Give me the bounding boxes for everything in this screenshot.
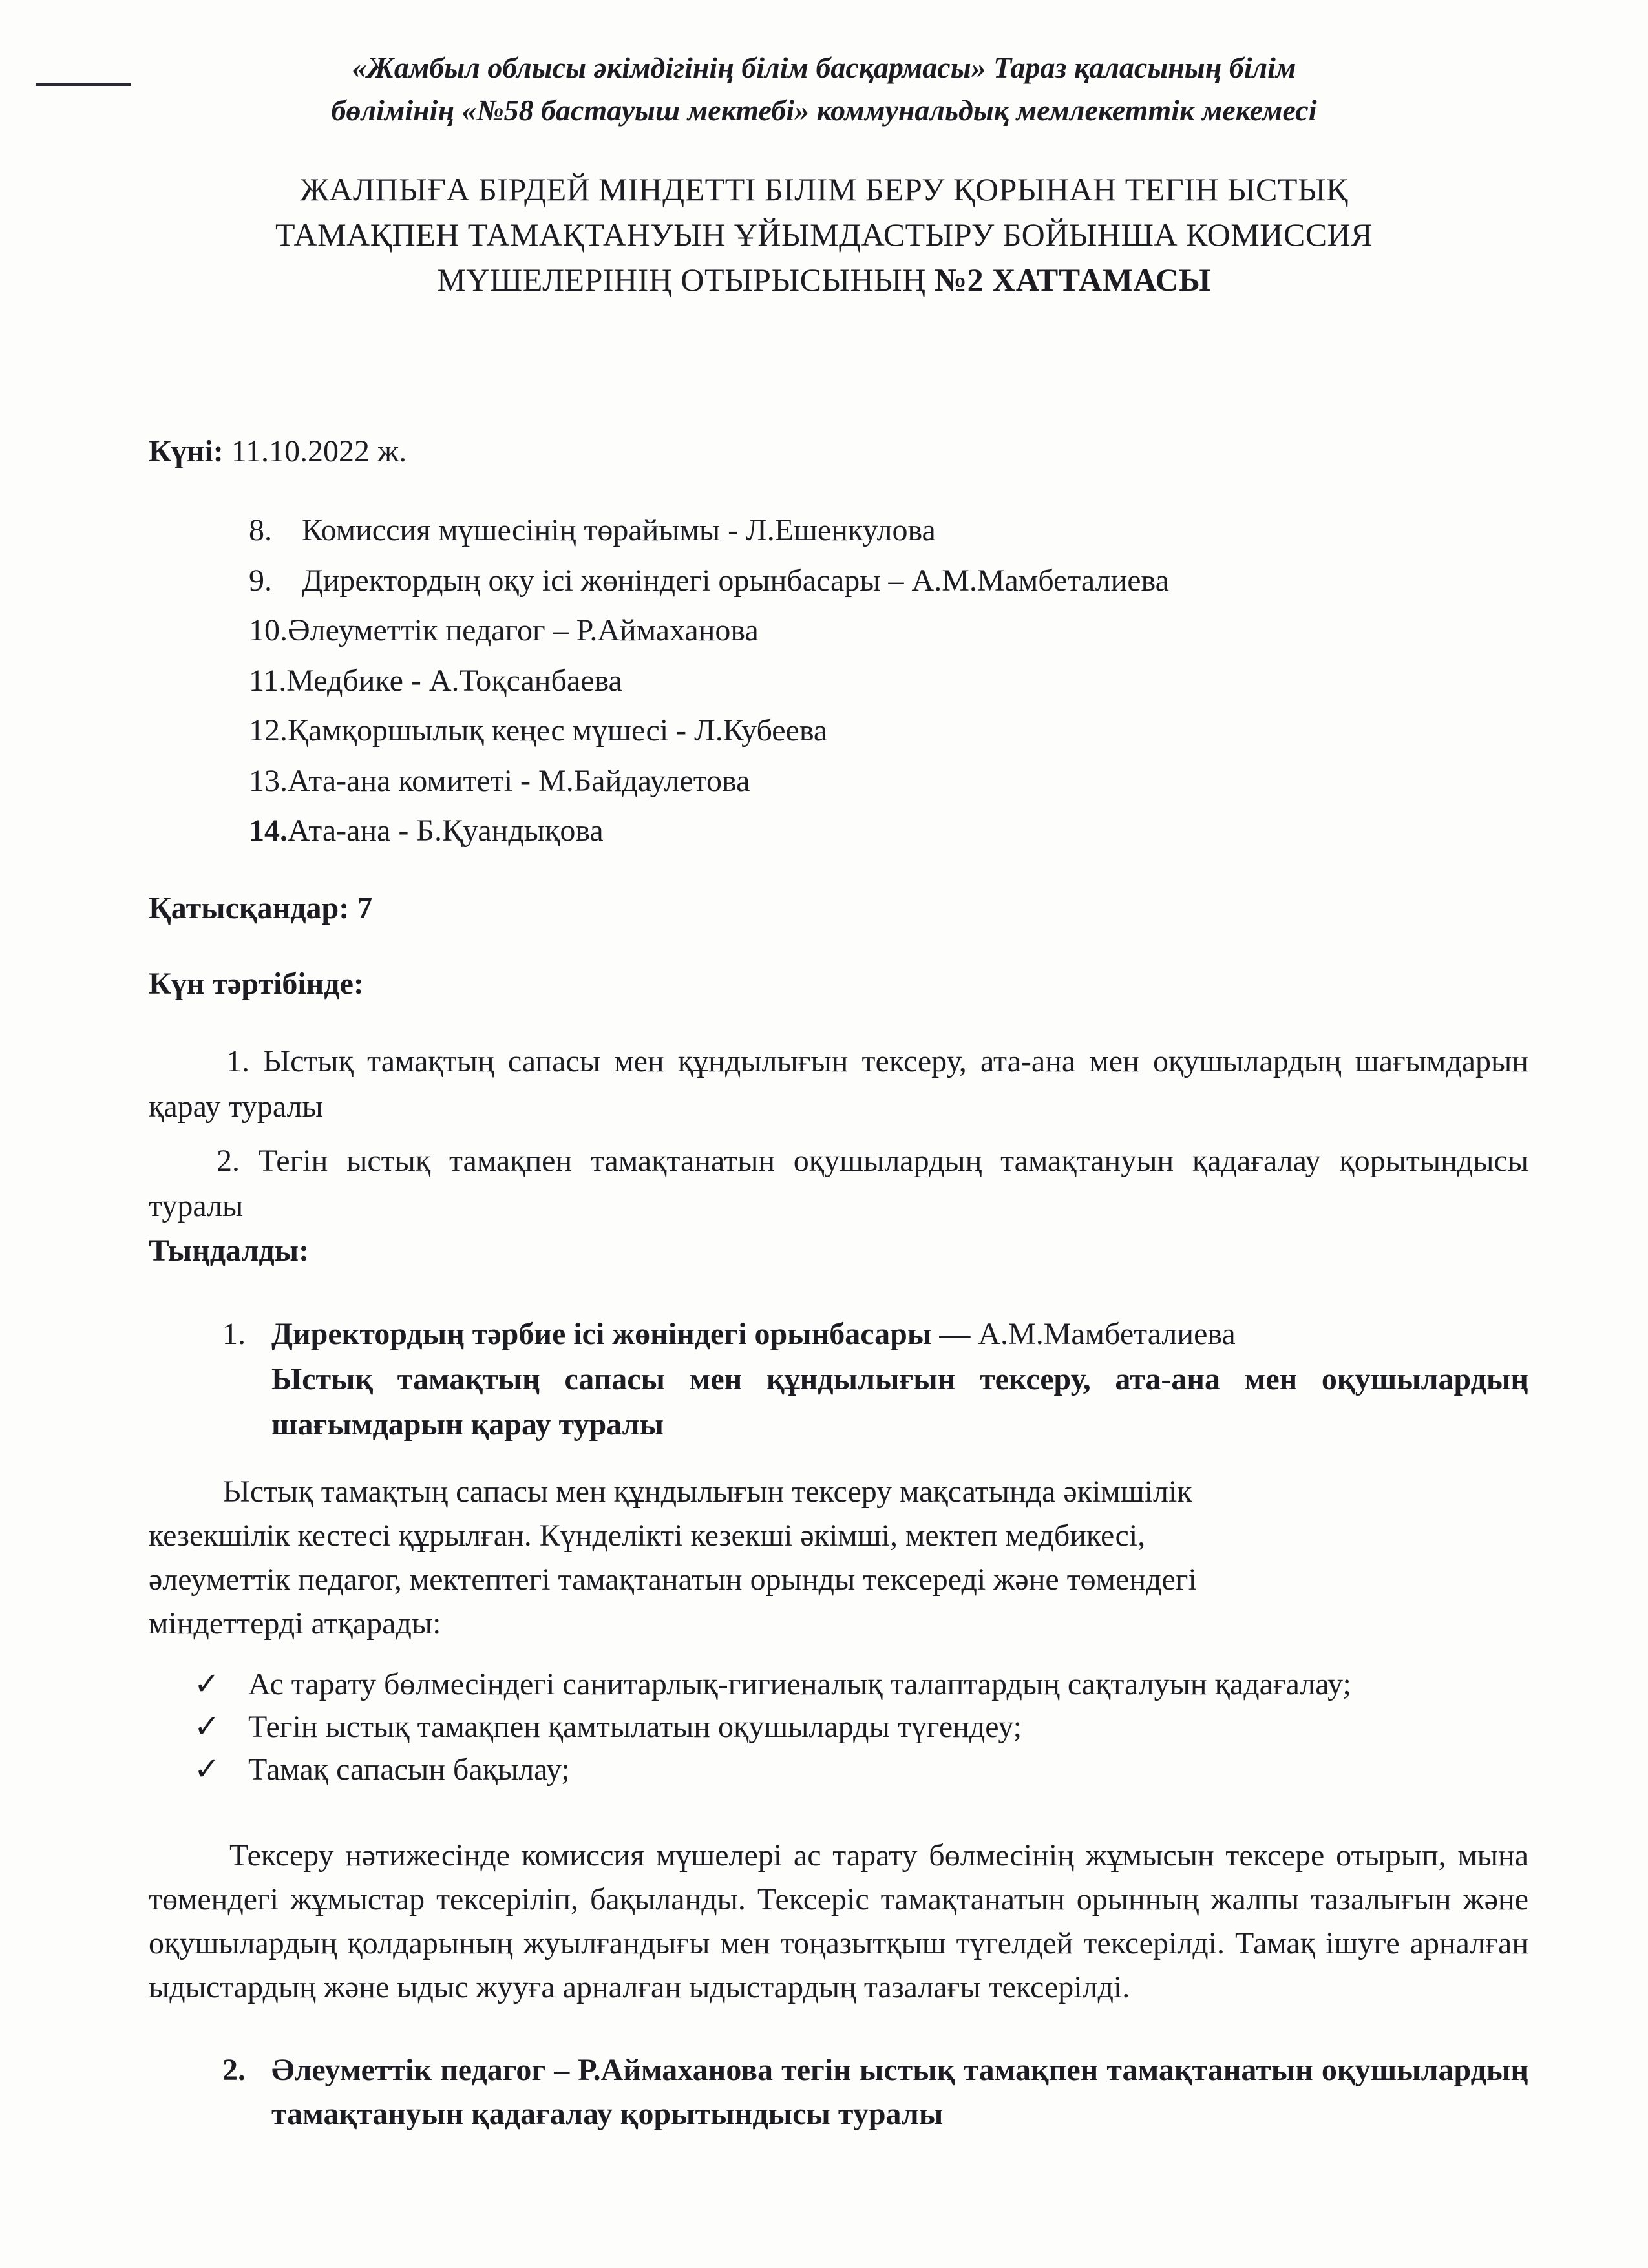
attendees-count: Қатысқандар: 7 xyxy=(149,891,373,925)
checklist-text: Ас тарату бөлмесіндегі санитарлық-гигиеналық талаптардың сақталуын қадағалау; xyxy=(248,1667,1351,1701)
paragraph-line: әлеуметтік педагог, мектептегі тамақтанатын орынды тексереді және төмендегі xyxy=(149,1562,1197,1597)
paragraph-inspection: Тексеру нәтижесінде комиссия мүшелері ас тарату бөлмесінің жұмысын тексере отырып, мына төмендегі жұмыстар тексеріліп, бақыланды. Тексеріс тамақтанатын орынның жалпы тазалығын және оқушылардың қолдарының жуылғандығы мен тоңазытқыш түгелдей тексерілді. Тамақ ішуге арналған ыдыстардың және ыдыс жууға арналған ыдыстардың тазалағы тексерілді. xyxy=(149,1838,1528,2004)
meeting-date xyxy=(149,426,407,477)
paragraph-duties xyxy=(149,1470,1528,1646)
checklist-text: Тегін ыстық тамақпен қамтылатын оқушыларды түгендеу; xyxy=(248,1710,1022,1744)
heard-item-2 xyxy=(149,2048,1528,2136)
protocol-number: №2 ХАТТАМАСЫ xyxy=(934,262,1211,298)
agenda-list xyxy=(149,1039,1528,1229)
speaker-name: А.М.Мамбеталиева xyxy=(970,1317,1236,1351)
speaker-role: Директордың тәрбие ісі жөніндегі орынбасары — xyxy=(271,1317,971,1351)
duties-checklist xyxy=(194,1664,1528,1792)
members-list xyxy=(249,505,1169,856)
checklist-item xyxy=(194,1664,1528,1705)
organization-header xyxy=(149,47,1499,132)
agenda-label: Күн тәртібінде: xyxy=(149,967,364,1001)
paragraph-line: Ыстық тамақтың сапасы мен құндылығын тексеру мақсатында әкімшілік xyxy=(223,1475,1192,1509)
heard-item-number: 1. xyxy=(222,1317,246,1351)
member-item xyxy=(249,756,1169,806)
member-text: Медбике - А.Тоқсанбаева xyxy=(286,663,622,698)
agenda-item-1: 1. Ыстық тамақтың сапасы мен құндылығын тексеру, ата-ана мен оқушылардың шағымдарын қарау туралы xyxy=(149,1044,1528,1124)
agenda-item-2: 2. Тегін ыстық тамақпен тамақтанатын оқушылардың тамақтануын қадағалау қорытындысы туралы xyxy=(149,1144,1528,1223)
member-number: 12. xyxy=(249,713,288,748)
date-label: Күні: xyxy=(149,434,224,468)
heard-label: Тыңдалды: xyxy=(149,1234,310,1268)
member-text: Директордың оқу ісі жөніндегі орынбасары – А.М.Мамбеталиева xyxy=(294,563,1169,598)
member-text: Комиссия мүшесінің төрайымы - Л.Ешенкулова xyxy=(294,513,936,547)
paragraph-line: міндеттерді атқарады: xyxy=(149,1606,441,1641)
checklist-item xyxy=(194,1749,1528,1790)
title-line-3 xyxy=(149,257,1499,302)
member-number: 14. xyxy=(249,814,288,848)
checklist-text: Тамақ сапасын бақылау; xyxy=(248,1752,570,1787)
heard-item-number: 2. xyxy=(222,2053,246,2087)
margin-mark xyxy=(36,83,131,86)
title-line-3-prefix: МҮШЕЛЕРІНІҢ ОТЫРЫСЫНЫҢ xyxy=(437,262,935,298)
header-line-1: «Жамбыл облысы әкімдігінің білім басқармасы» Тараз қаласының білім xyxy=(352,51,1296,84)
document-title xyxy=(149,167,1499,302)
heard-topic: Ыстық тамақтың сапасы мен құндылығын тексеру, ата-ана мен оқушылардың шағымдарын қарау туралы xyxy=(271,1362,1528,1442)
member-text: Әлеуметтік педагог – Р.Аймаханова xyxy=(288,613,759,647)
title-line-1: ЖАЛПЫҒА БІРДЕЙ МІНДЕТТІ БІЛІМ БЕРУ ҚОРЫНАН ТЕГІН ЫСТЫҚ xyxy=(300,171,1348,207)
member-number: 11. xyxy=(249,663,287,698)
member-text: Ата-ана - Б.Қуандықова xyxy=(288,814,604,848)
member-number: 9. xyxy=(249,563,272,598)
member-item xyxy=(249,505,1169,556)
heard-item-2-text: Әлеуметтік педагог – Р.Аймаханова тегін ыстық тамақпен тамақтанатын оқушылардың тамақтануын қадағалау қорытындысы туралы xyxy=(271,2053,1528,2131)
checkmark-icon: ✓ xyxy=(194,1752,220,1787)
paragraph-line: кезекшілік кестесі құрылған. Күнделікті кезекші әкімші, мектеп медбикесі, xyxy=(149,1518,1146,1553)
member-item xyxy=(249,806,1169,856)
date-value: 11.10.2022 ж. xyxy=(223,434,407,468)
member-number: 10. xyxy=(249,613,288,647)
member-number: 13. xyxy=(249,763,288,798)
member-number: 8. xyxy=(249,513,272,547)
header-line-2: бөлімінің «№58 бастауыш мектебі» коммунальдық мемлекеттік мекемесі xyxy=(331,94,1317,127)
title-line-2: ТАМАҚПЕН ТАМАҚТАНУЫН ҰЙЫМДАСТЫРУ БОЙЫНША КОМИССИЯ xyxy=(275,216,1373,253)
checkmark-icon: ✓ xyxy=(194,1667,220,1701)
checklist-item xyxy=(194,1706,1528,1748)
member-item xyxy=(249,605,1169,656)
checkmark-icon: ✓ xyxy=(194,1710,220,1744)
member-text: Ата-ана комитеті - М.Байдаулетова xyxy=(288,763,750,798)
member-text: Қамқоршылық кеңес мүшесі - Л.Кубеева xyxy=(288,713,828,748)
member-item xyxy=(249,706,1169,756)
heard-item-1 xyxy=(149,1312,1528,1447)
member-item xyxy=(249,656,1169,706)
member-item xyxy=(249,556,1169,606)
